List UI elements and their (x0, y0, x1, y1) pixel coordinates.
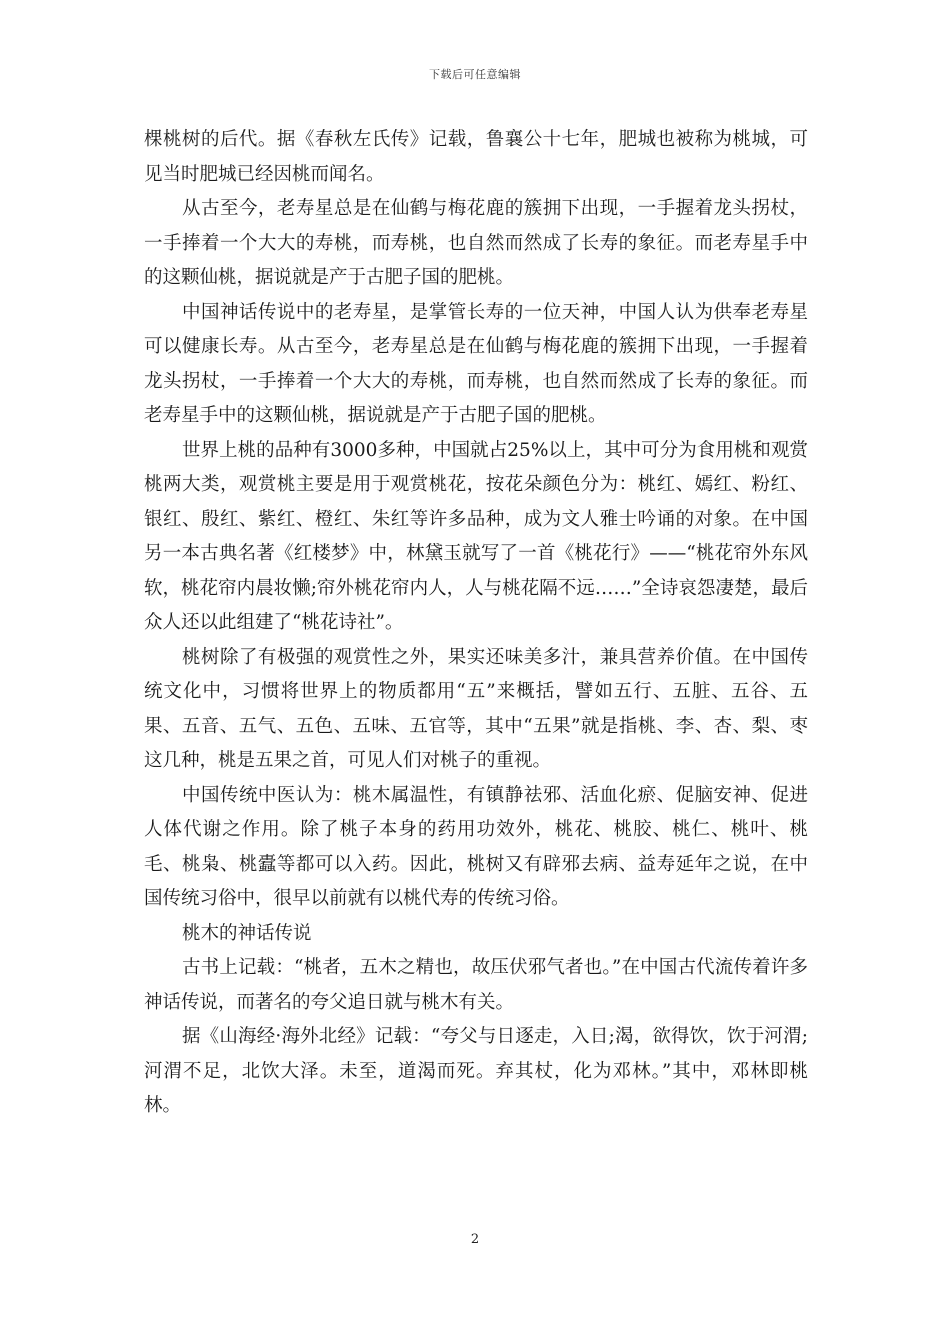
paragraph-1: 棵桃树的后代。据《春秋左氏传》记载，鲁襄公十七年，肥城也被称为桃城，可见当时肥城已经因桃而闻名。 (144, 129, 808, 185)
page-header: 下载后可任意编辑 (429, 68, 521, 81)
paragraph-4: 世界上桃的品种有3000多种，中国就占25%以上，其中可分为食用桃和观赏桃两大类，观赏桃主要是用于观赏桃花，按花朵颜色分为：桃红、嫣红、粉红、银红、殷红、紫红、橙红、朱红等许多品种，成为文人雅士吟诵的对象。在中国另一本古典名著《红楼梦》中，林黛玉就写了一首《桃花行》——“桃花帘外东风软，桃花帘内晨妆懒;帘外桃花帘内人，人与桃花隔不远……”全诗哀怨凄楚，最后众人还以此组建了“桃花诗社”。 (144, 439, 808, 633)
paragraph-7: 古书上记载：“桃者，五木之精也，故压伏邪气者也。”在中国古代流传着许多神话传说，而著名的夸父追日就与桃木有关。 (144, 957, 808, 1013)
document-body (144, 123, 808, 1124)
paragraph-6: 中国传统中医认为：桃木属温性，有镇静祛邪、活血化瘀、促脑安神、促进人体代谢之作用。除了桃子本身的药用功效外，桃花、桃胶、桃仁、桃叶、桃毛、桃枭、桃蠹等都可以入药。因此，桃树又有辟邪去病、益寿延年之说，在中国传统习俗中，很早以前就有以桃代寿的传统习俗。 (144, 784, 808, 909)
page-number: 2 (470, 1232, 480, 1247)
paragraph-3: 中国神话传说中的老寿星，是掌管长寿的一位天神，中国人认为供奉老寿星可以健康长寿。从古至今，老寿星总是在仙鹤与梅花鹿的簇拥下出现，一手握着龙头拐杖，一手捧着一个大大的寿桃，而寿桃，也自然而然成了长寿的象征。而老寿星手中的这颗仙桃，据说就是产于古肥子国的肥桃。 (144, 301, 808, 426)
section-heading: 桃木的神话传说 (182, 922, 312, 944)
paragraph-5: 桃树除了有极强的观赏性之外，果实还味美多汁，兼具营养价值。在中国传统文化中，习惯将世界上的物质都用“五”来概括，譬如五行、五脏、五谷、五果、五音、五气、五色、五味、五官等，其中“五果”就是指桃、李、杏、梨、枣这几种，桃是五果之首，可见人们对桃子的重视。 (144, 646, 808, 771)
paragraph-8: 据《山海经·海外北经》记载：“夸父与日逐走，入日;渴，欲得饮，饮于河渭;河渭不足，北饮大泽。未至，道渴而死。弃其杖，化为邓林。”其中，邓林即桃林。 (144, 1026, 808, 1116)
paragraph-2: 从古至今，老寿星总是在仙鹤与梅花鹿的簇拥下出现，一手握着龙头拐杖，一手捧着一个大大的寿桃，而寿桃，也自然而然成了长寿的象征。而老寿星手中的这颗仙桃，据说就是产于古肥子国的肥桃。 (144, 198, 808, 288)
